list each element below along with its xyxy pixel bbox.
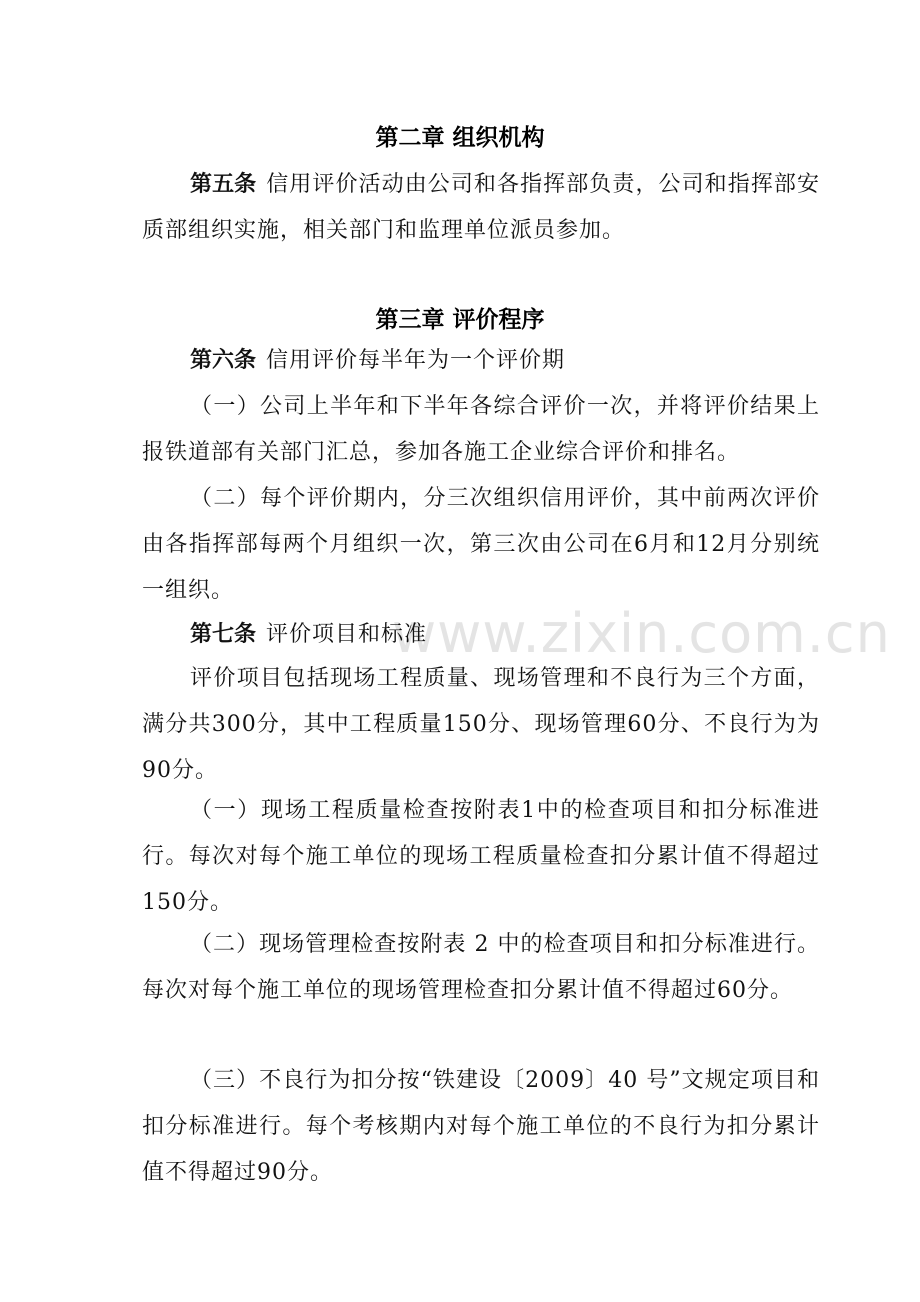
article-6-text: 信用评价每半年为一个评价期 xyxy=(266,348,566,373)
article-7-intro: 评价项目包括现场工程质量、现场管理和不良行为三个方面，满分共300分，其中工程质量150分、现场管理60分、不良行为为90分。 xyxy=(142,666,820,783)
article-5-label: 第五条 xyxy=(190,172,257,197)
article-6-item-1: （一）公司上半年和下半年各综合评价一次，并将评价结果上报铁道部有关部门汇总，参加各施工企业综合评价和排名。 xyxy=(142,394,820,465)
article-6 xyxy=(142,338,820,384)
chapter-2-title: 第二章 组织机构 xyxy=(375,125,545,151)
chapter-3-title: 第三章 评价程序 xyxy=(375,307,545,333)
watermark: www.zixin.com.cn xyxy=(392,602,891,665)
article-6-item-2: （二）每个评价期内，分三次组织信用评价，其中前两次评价由各指挥部每两个月组织一次，第三次由公司在6月和12月分别统一组织。 xyxy=(142,486,820,603)
article-7-label: 第七条 xyxy=(190,622,257,647)
article-7-item-3: （三）不良行为扣分按“铁建设〔2009〕40 号”文规定项目和扣分标准进行。每个考核期内对每个施工单位的不良行为扣分累计值不得超过90分。 xyxy=(142,1068,820,1185)
article-5 xyxy=(142,162,820,254)
article-6-label: 第六条 xyxy=(190,348,257,373)
article-5-text: 信用评价活动由公司和各指挥部负责，公司和指挥部安质部组织实施，相关部门和监理单位派员参加。 xyxy=(142,172,820,243)
article-7 xyxy=(142,612,820,658)
article-7-item-1: （一）现场工程质量检查按附表1中的检查项目和扣分标准进行。每次对每个施工单位的现场工程质量检查扣分累计值不得超过150分。 xyxy=(142,798,820,915)
article-7-item-2: （二）现场管理检查按附表 2 中的检查项目和扣分标准进行。每次对每个施工单位的现场管理检查扣分累计值不得超过60分。 xyxy=(142,932,820,1003)
article-7-text: 评价项目和标准 xyxy=(266,622,428,647)
